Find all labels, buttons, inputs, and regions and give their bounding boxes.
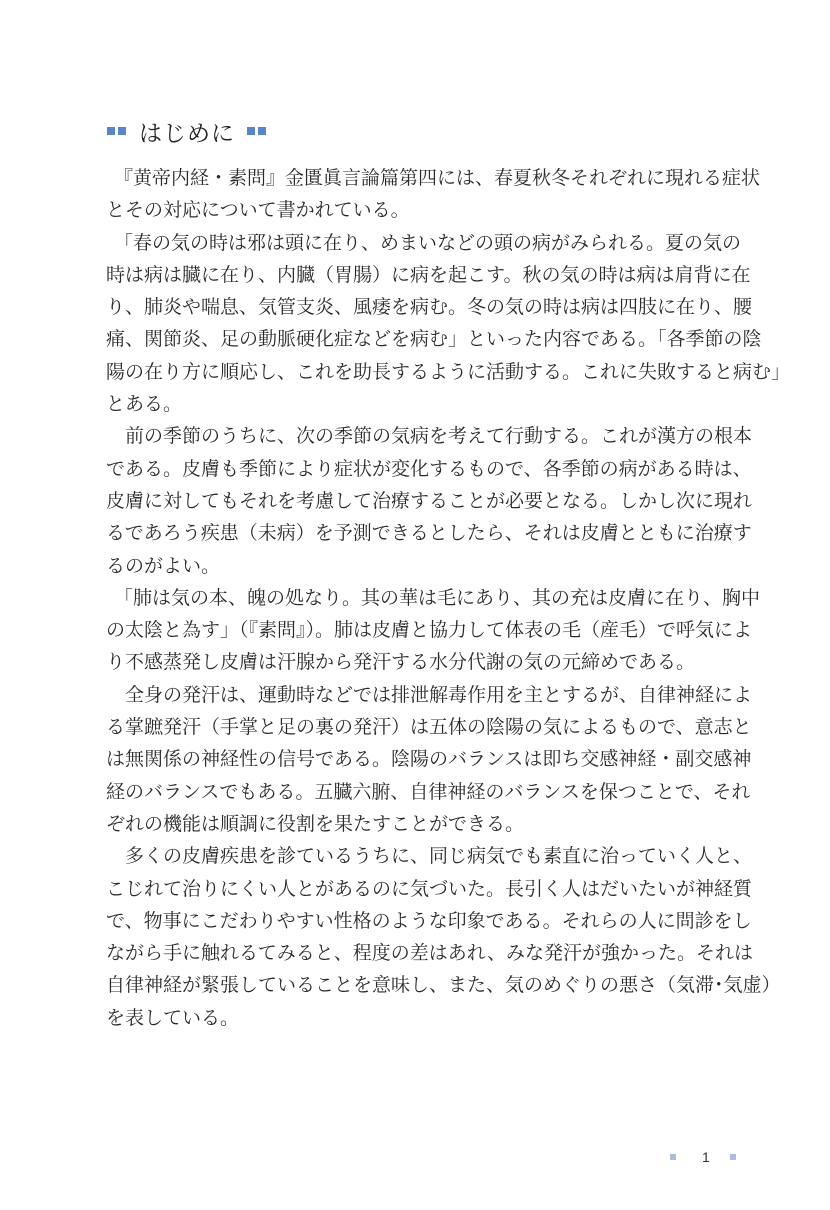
paragraph [106, 162, 761, 227]
text-line: 多くの皮膚疾患を診ているうちに、同じ病気でも素直に治っていく人と、 [125, 845, 753, 868]
text-line: とその対応について書かれている。 [106, 199, 410, 222]
paragraph [106, 679, 753, 840]
text-line: で、物事にこだわりやすい性格のような印象である。それらの人に問診をし [106, 909, 752, 932]
text-line: 皮膚に対してもそれを考慮して治療することが必要となる。しかし次に現れ [106, 489, 753, 512]
text-line: る掌蹠発汗（手掌と足の裏の発汗）は五体の陰陽の気によるもので、意志と [106, 716, 752, 739]
paragraph [106, 420, 753, 581]
text-line: 全身の発汗は、運動時などでは排泄解毒作用を主とするが、自律神経によ [125, 683, 753, 706]
text-line: は無関係の神経性の信号である。陰陽のバランスは即ち交感神経・副交感神 [106, 748, 752, 771]
page-title: はじめに [139, 120, 235, 147]
text-line: 自律神経が緊張していることを意味し、また、気のめぐりの悪さ（気滞･気虚） [106, 974, 781, 997]
text-line: こじれて治りにくい人とがあるのに気づいた。長引く人はだいたいが神経質 [106, 877, 753, 900]
text-line: を表している。 [106, 1006, 240, 1029]
text-line: 陽の在り方に順応し、これを助長するように活動する。これに失敗すると病む」 [106, 360, 791, 383]
body-text [106, 162, 791, 1034]
paragraph [106, 227, 791, 421]
text-line: り、肺炎や喘息、気管支炎、風痿を病む。冬の気の時は病は四肢に在り、腰 [106, 296, 753, 319]
text-line: 痛、関節炎、足の動脈硬化症などを病む」といった内容である。「各季節の陰 [106, 328, 762, 351]
text-line: 『黄帝内経・素問』金匱眞言論篇第四には、春夏秋冬それぞれに現れる症状 [114, 167, 761, 189]
footer-square-right [730, 1154, 736, 1160]
heading-square-ornament-left [107, 127, 129, 135]
text-line: 経のバランスでもある。五臓六腑、自律神経のバランスを保つことで、それ [106, 780, 751, 803]
text-line: るのがよい。 [106, 554, 221, 577]
text-line: 前の季節のうちに、次の季節の気病を考えて行動する。これが漢方の根本 [125, 425, 753, 448]
text-line: の太陰と為す」（『素問』）。肺は皮膚と協力して体表の毛（産毛）で呼気によ [106, 619, 753, 642]
text-line: とある。 [106, 393, 183, 416]
page-footer [670, 1149, 736, 1165]
text-line: ぞれの機能は順調に役割を果たすことができる。 [106, 812, 525, 835]
text-line: 「春の気の時は邪は頭に在り、めまいなどの頭の病がみられる。夏の気の [114, 231, 742, 254]
heading-square-ornament-right [247, 127, 269, 135]
paragraph [106, 840, 781, 1034]
paragraph [106, 582, 761, 679]
text-line: である。皮膚も季節により症状が変化するもので、各季節の病がある時は、 [106, 457, 752, 480]
text-line: り不感蒸発し皮膚は汗腺から発汗する水分代謝の気の元締めである。 [106, 651, 696, 674]
section-heading [107, 114, 269, 148]
footer-square-left [670, 1154, 676, 1160]
text-line: 時は病は臓に在り、内臓（胃腸）に病を起こす。秋の気の時は病は肩背に在 [106, 263, 751, 286]
text-line: るであろう疾患（未病）を予測できるとしたら、それは皮膚とともに治療す [106, 522, 752, 545]
text-line: ながら手に触れるてみると、程度の差はあれ、みな発汗が強かった。それは [106, 942, 753, 965]
page-number: 1 [702, 1149, 710, 1165]
text-line: 「肺は気の本、魄の処なり。其の華は毛にあり、其の充は皮膚に在り、胸中 [114, 586, 761, 609]
